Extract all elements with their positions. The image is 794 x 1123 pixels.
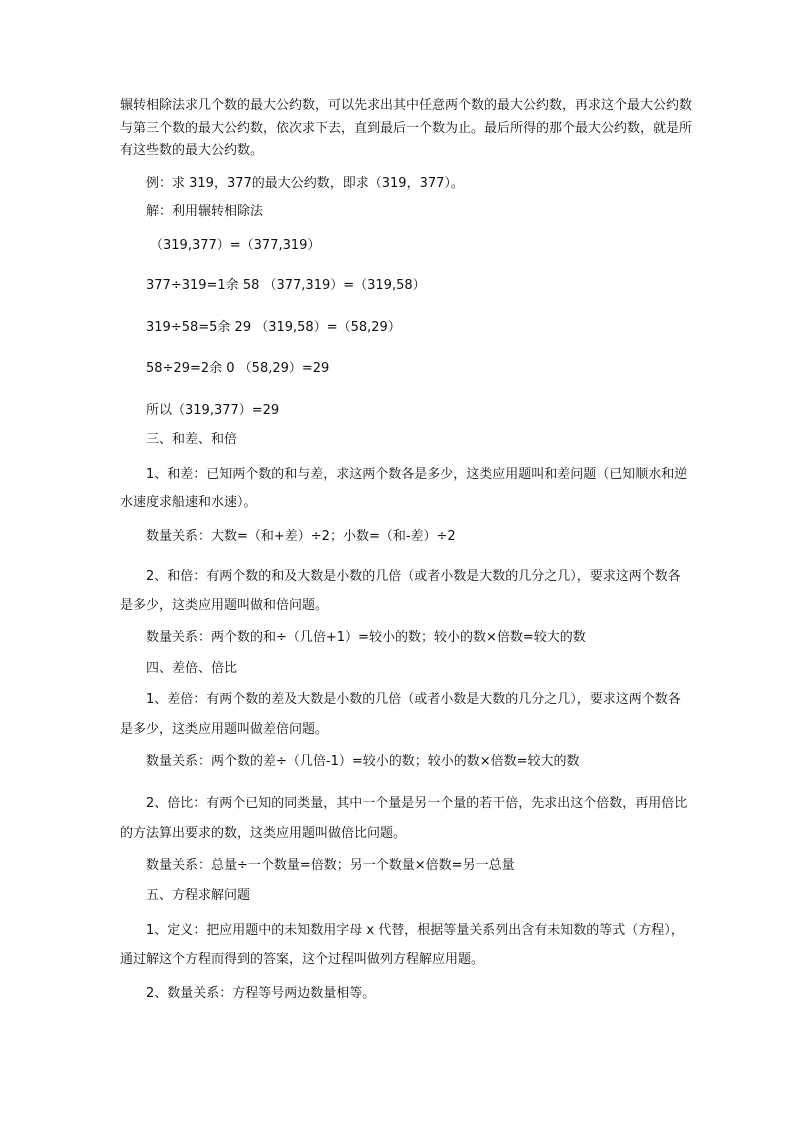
paragraph-line: 是多少，这类应用题叫做差倍问题。: [120, 722, 329, 737]
section-title: 三、和差、和倍: [146, 432, 238, 447]
calc-step: 377÷319=1余 58 （377,319）=（319,58）: [146, 278, 426, 293]
section-title: 五、方程求解问题: [146, 888, 251, 903]
solution-line: 解：利用辗转相除法: [146, 204, 264, 219]
calc-step: 319÷58=5余 29 （319,58）=（58,29）: [146, 320, 401, 335]
relation-line: 数量关系：两个数的和÷（几倍+1）=较小的数；较小的数×倍数=较大的数: [146, 630, 586, 645]
section-title: 四、差倍、倍比: [146, 661, 238, 676]
paragraph-line: 的方法算出要求的数，这类应用题叫做倍比问题。: [120, 826, 407, 841]
paragraph-line: 有这些数的最大公约数。: [120, 143, 264, 158]
paragraph-line: 1、和差：已知两个数的和与差，求这两个数各是多少，这类应用题叫和差问题（已知顺水和逆: [146, 467, 688, 482]
paragraph-line: 是多少，这类应用题叫做和倍问题。: [120, 598, 329, 613]
relation-line: 数量关系：总量÷一个数量=倍数；另一个数量×倍数=另一总量: [146, 858, 515, 873]
paragraph-line: 2、数量关系：方程等号两边数量相等。: [146, 986, 376, 1001]
calc-step: 58÷29=2余 0 （58,29）=29: [146, 361, 330, 376]
relation-line: 数量关系：两个数的差÷（几倍-1）=较小的数；较小的数×倍数=较大的数: [146, 754, 580, 769]
relation-line: 数量关系：大数=（和+差）÷2；小数=（和-差）÷2: [146, 529, 456, 544]
paragraph-line: 2、倍比：有两个已知的同类量，其中一个量是另一个量的若干倍，先求出这个倍数，再用倍比: [146, 796, 688, 811]
paragraph-line: 1、差倍：有两个数的差及大数是小数的几倍（或者小数是大数的几分之几），要求这两个数各: [146, 692, 681, 707]
calc-step: （319,377）=（377,319）: [150, 238, 321, 253]
paragraph-line: 水速度求船速和水速）。: [120, 495, 257, 510]
result-line: 所以（319,377）=29: [146, 403, 280, 418]
paragraph-line: 1、定义：把应用题中的未知数用字母 x 代替，根据等量关系列出含有未知数的等式（方程），: [146, 923, 684, 938]
example-line: 例：求 319，377的最大公约数，即求（319，377）。: [146, 176, 464, 191]
paragraph-line: 辗转相除法求几个数的最大公约数，可以先求出其中任意两个数的最大公约数，再求这个最大公约数: [120, 98, 693, 113]
paragraph-line: 通过解这个方程而得到的答案，这个过程叫做列方程解应用题。: [120, 952, 485, 967]
paragraph-line: 与第三个数的最大公约数，依次求下去，直到最后一个数为止。最后所得的那个最大公约数，就是所: [120, 121, 693, 136]
paragraph-line: 2、和倍：有两个数的和及大数是小数的几倍（或者小数是大数的几分之几），要求这两个数各: [146, 569, 681, 584]
